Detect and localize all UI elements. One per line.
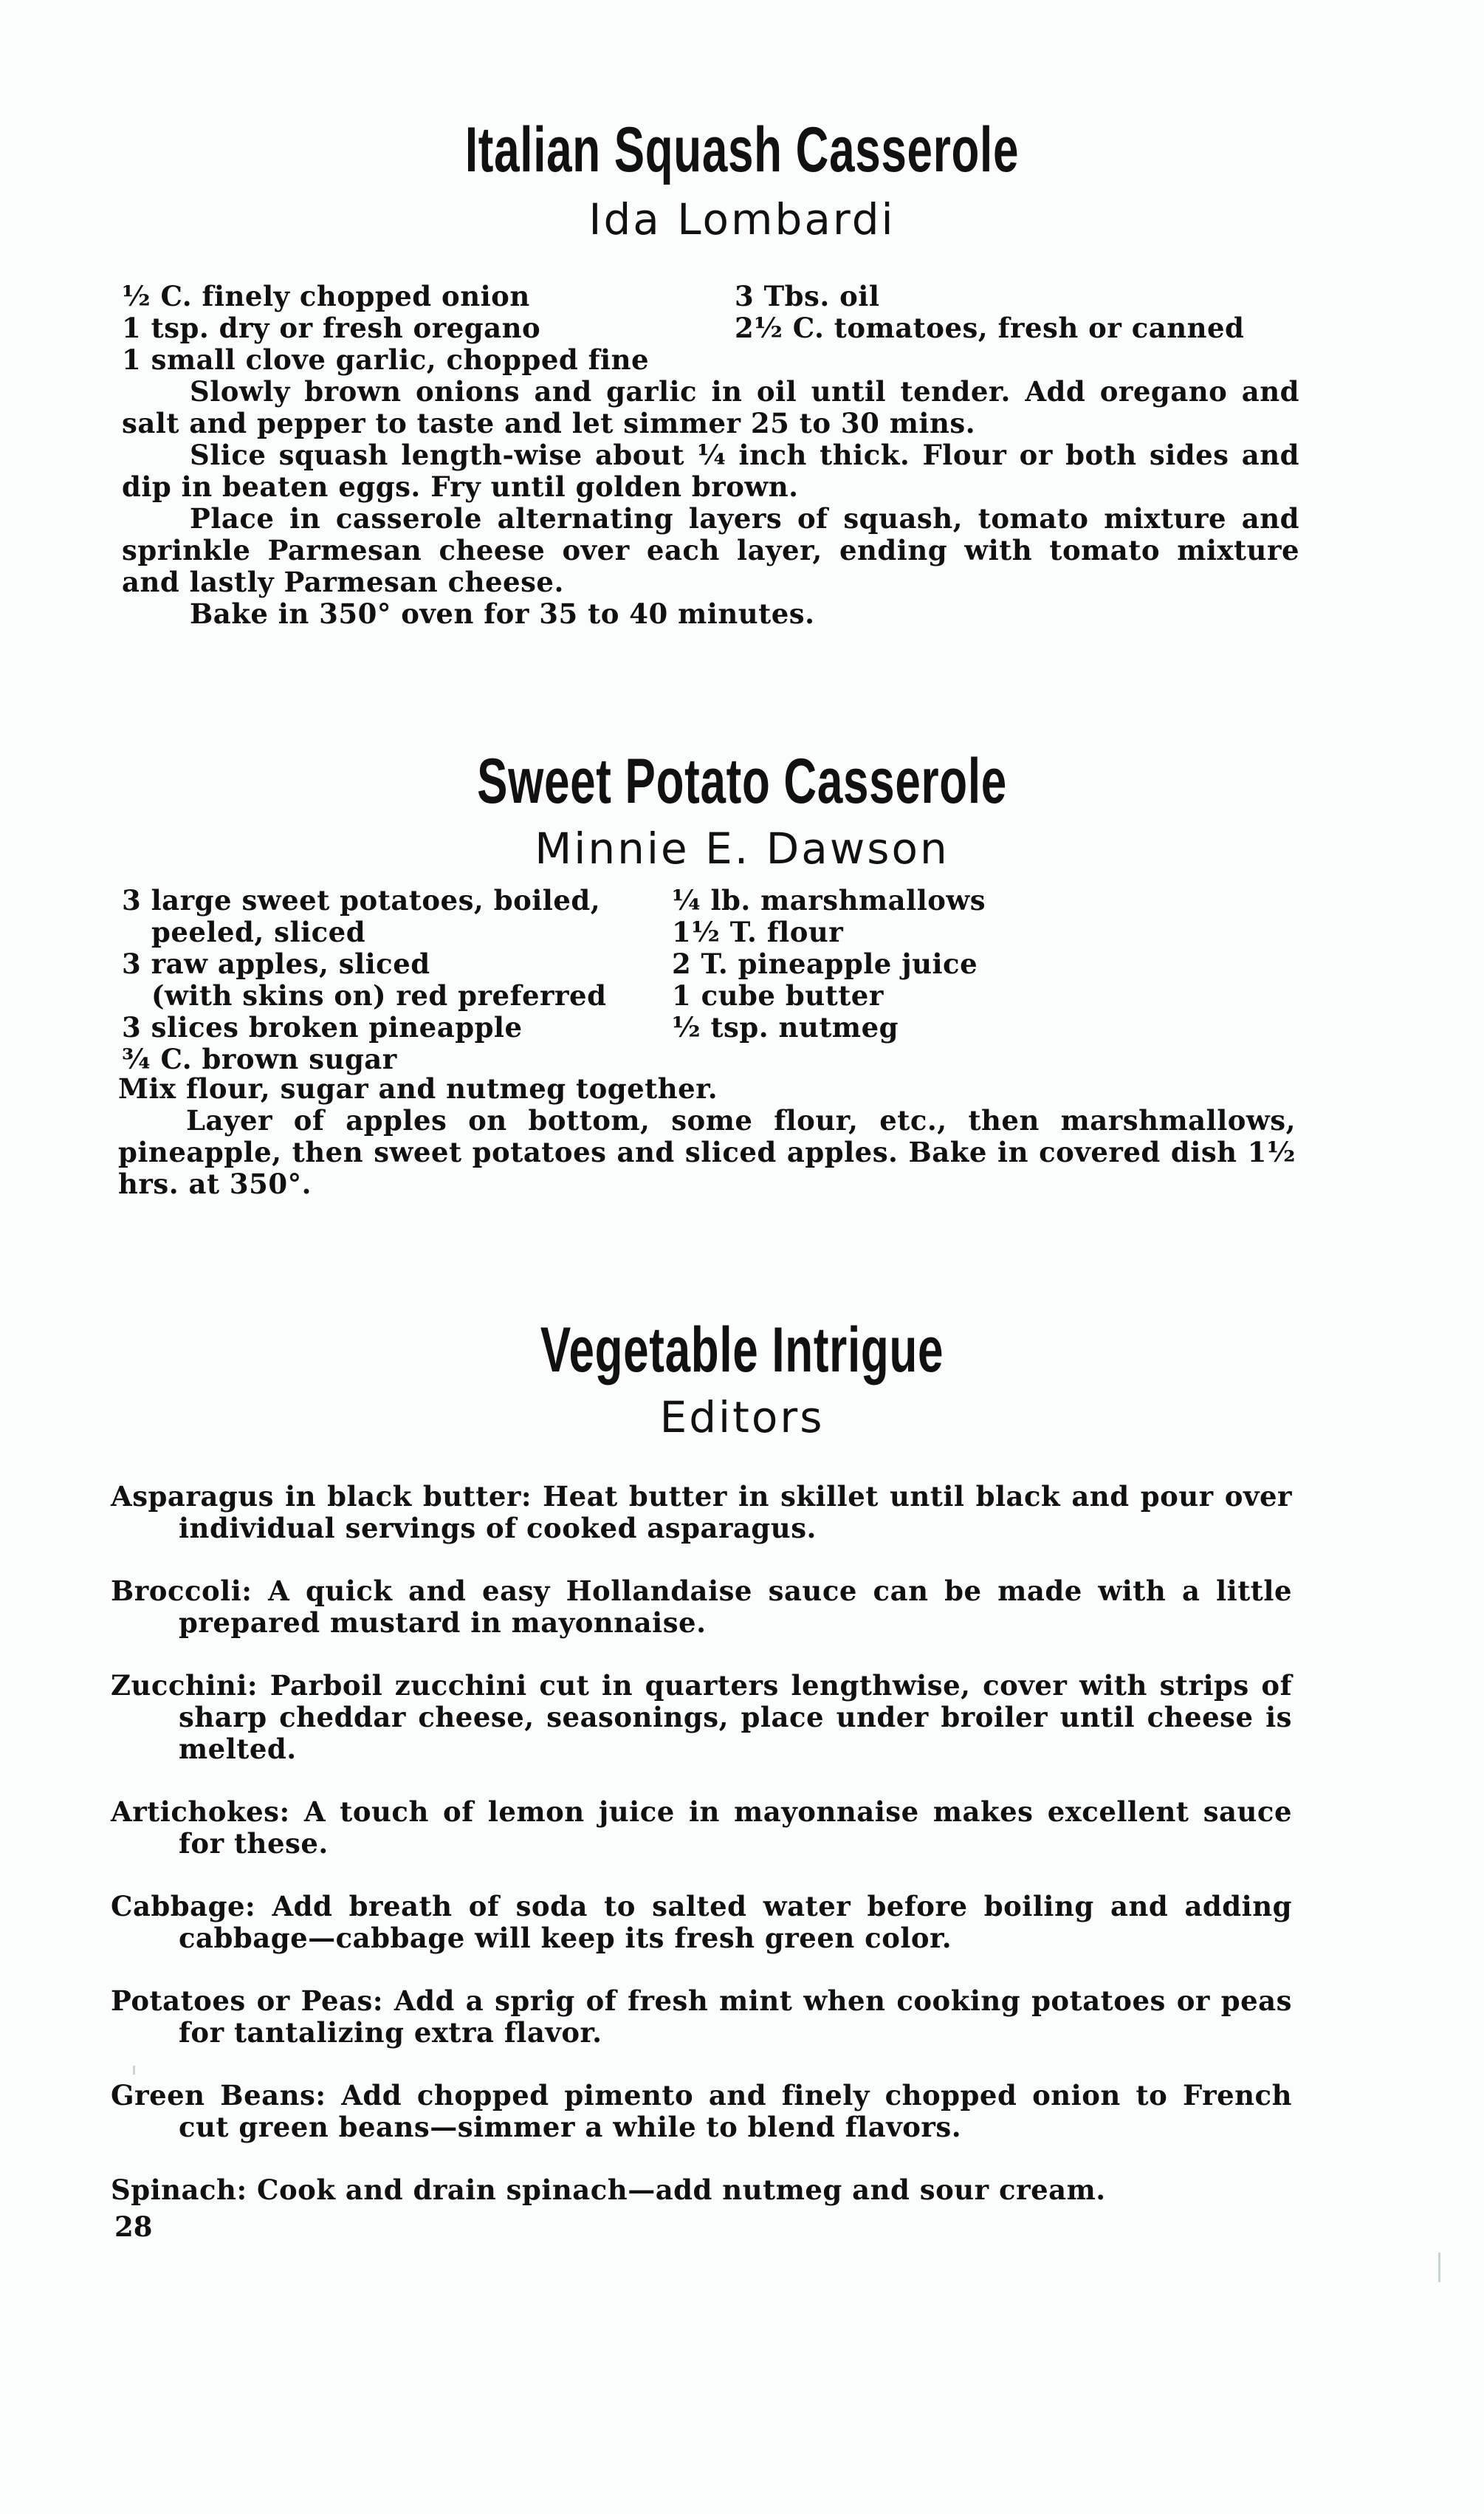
- tip-label: Cabbage:: [111, 1890, 256, 1922]
- direction-paragraph: Place in casserole alternating layers of squash, tomato mixture and sprinkle Parmesan cheese over each layer, ending with tomato mixture and lastly Parmesan cheese.: [122, 502, 1299, 598]
- tip-text: A quick and easy Hollandaise sauce can be made with a little prepared mustard in mayonnaise.: [179, 1575, 1292, 1639]
- ingredient: 1 tsp. dry or fresh oregano: [122, 312, 541, 344]
- tip-spinach: [111, 2174, 1292, 2206]
- recipe-directions: [118, 1073, 1296, 1200]
- tip-label: Asparagus in black butter:: [111, 1480, 532, 1513]
- ingredient: peeled, sliced: [151, 916, 366, 948]
- tip-text: Cook and drain spinach—add nutmeg and sour cream.: [257, 2174, 1106, 2206]
- tip-text: A touch of lemon juice in mayonnaise makes excellent sauce for these.: [179, 1795, 1292, 1860]
- tip-label: Broccoli:: [111, 1575, 253, 1607]
- ingredient: 2½ C. tomatoes, fresh or canned: [735, 312, 1245, 344]
- tip-broccoli: [111, 1575, 1292, 1639]
- ingredient: 3 raw apples, sliced: [122, 948, 430, 980]
- recipe-title: Italian Squash Casserole: [464, 114, 1020, 185]
- tip-label: Artichokes:: [111, 1795, 290, 1828]
- direction-paragraph: Bake in 350° oven for 35 to 40 minutes.: [190, 597, 815, 630]
- recipe-author: Minnie E. Dawson: [535, 823, 949, 874]
- tip-text: Parboil zucchini cut in quarters lengthwise, cover with strips of sharp cheddar cheese, seasonings, place under broiler until cheese is melted.: [179, 1669, 1292, 1765]
- ingredient: 1½ T. flour: [672, 916, 844, 948]
- tip-label: Green Beans:: [111, 2079, 326, 2111]
- paper-mark: [1438, 2253, 1440, 2282]
- tip-cabbage: [111, 1891, 1292, 1954]
- tip-potatoes-or-peas: [111, 1985, 1292, 2049]
- ingredient: 1 small clove garlic, chopped fine: [122, 343, 650, 376]
- recipe-directions: [122, 376, 1299, 630]
- ingredient: 1 cube butter: [672, 979, 884, 1012]
- ingredient: 3 slices broken pineapple: [122, 1011, 523, 1044]
- direction-paragraph: Mix flour, sugar and nutmeg together.: [118, 1072, 718, 1105]
- ingredient-column-left: [122, 281, 705, 376]
- direction-paragraph: Slice squash length-wise about ¼ inch thick. Flour or both sides and dip in beaten eggs. Fry until golden brown.: [122, 439, 1299, 503]
- tip-asparagus: [111, 1481, 1292, 1544]
- ingredient: ¾ C. brown sugar: [122, 1043, 397, 1075]
- recipe-author: Editors: [659, 1392, 825, 1442]
- tip-artichokes: [111, 1796, 1292, 1860]
- ingredient: ¼ lb. marshmallows: [672, 884, 986, 917]
- ingredient: ½ C. finely chopped onion: [122, 280, 530, 312]
- vegetable-tips-list: [111, 1481, 1292, 2237]
- page-number: 28: [114, 2210, 153, 2243]
- recipe-title: Vegetable Intrigue: [540, 1315, 944, 1386]
- ingredient: 2 T. pineapple juice: [672, 948, 978, 980]
- ingredient-list: [122, 885, 1222, 1075]
- ingredient: (with skins on) red preferred: [151, 979, 607, 1012]
- tip-zucchini: [111, 1670, 1292, 1765]
- paper-mark: [133, 2066, 135, 2075]
- tip-text: Heat butter in skillet until black and pour over individual servings of cooked asparagus.: [179, 1480, 1292, 1544]
- recipe-author: Ida Lombardi: [588, 194, 896, 244]
- tip-text: Add a sprig of fresh mint when cooking potatoes or peas for tantalizing extra flavor.: [179, 1984, 1292, 2049]
- direction-paragraph: Layer of apples on bottom, some flour, etc., then marshmallows, pineapple, then sweet potatoes and sliced apples. Bake in covered dish 1½ hrs. at 350°.: [118, 1104, 1296, 1200]
- tip-label: Spinach:: [111, 2174, 247, 2206]
- tip-text: Add chopped pimento and finely chopped onion to French cut green beans—simmer a while to blend flavors.: [179, 2079, 1292, 2143]
- tip-green-beans: [111, 2080, 1292, 2143]
- ingredient: 3 Tbs. oil: [735, 280, 880, 312]
- ingredient-column-right: [672, 885, 1222, 1075]
- recipe-title: Sweet Potato Casserole: [477, 746, 1007, 817]
- ingredient: ½ tsp. nutmeg: [672, 1011, 899, 1044]
- tip-text: Add breath of soda to salted water before boiling and adding cabbage—cabbage will keep its fresh green color.: [179, 1890, 1292, 1954]
- ingredient-column-left: [122, 885, 705, 1075]
- ingredient: 3 large sweet potatoes, boiled,: [122, 884, 601, 917]
- ingredient-column-right: [735, 280, 1245, 376]
- ingredient-list: [122, 280, 1245, 376]
- tip-label: Zucchini:: [111, 1669, 258, 1702]
- direction-paragraph: Slowly brown onions and garlic in oil until tender. Add oregano and salt and pepper to taste and let simmer 25 to 30 mins.: [122, 375, 1299, 439]
- tip-label: Potatoes or Peas:: [111, 1984, 383, 2017]
